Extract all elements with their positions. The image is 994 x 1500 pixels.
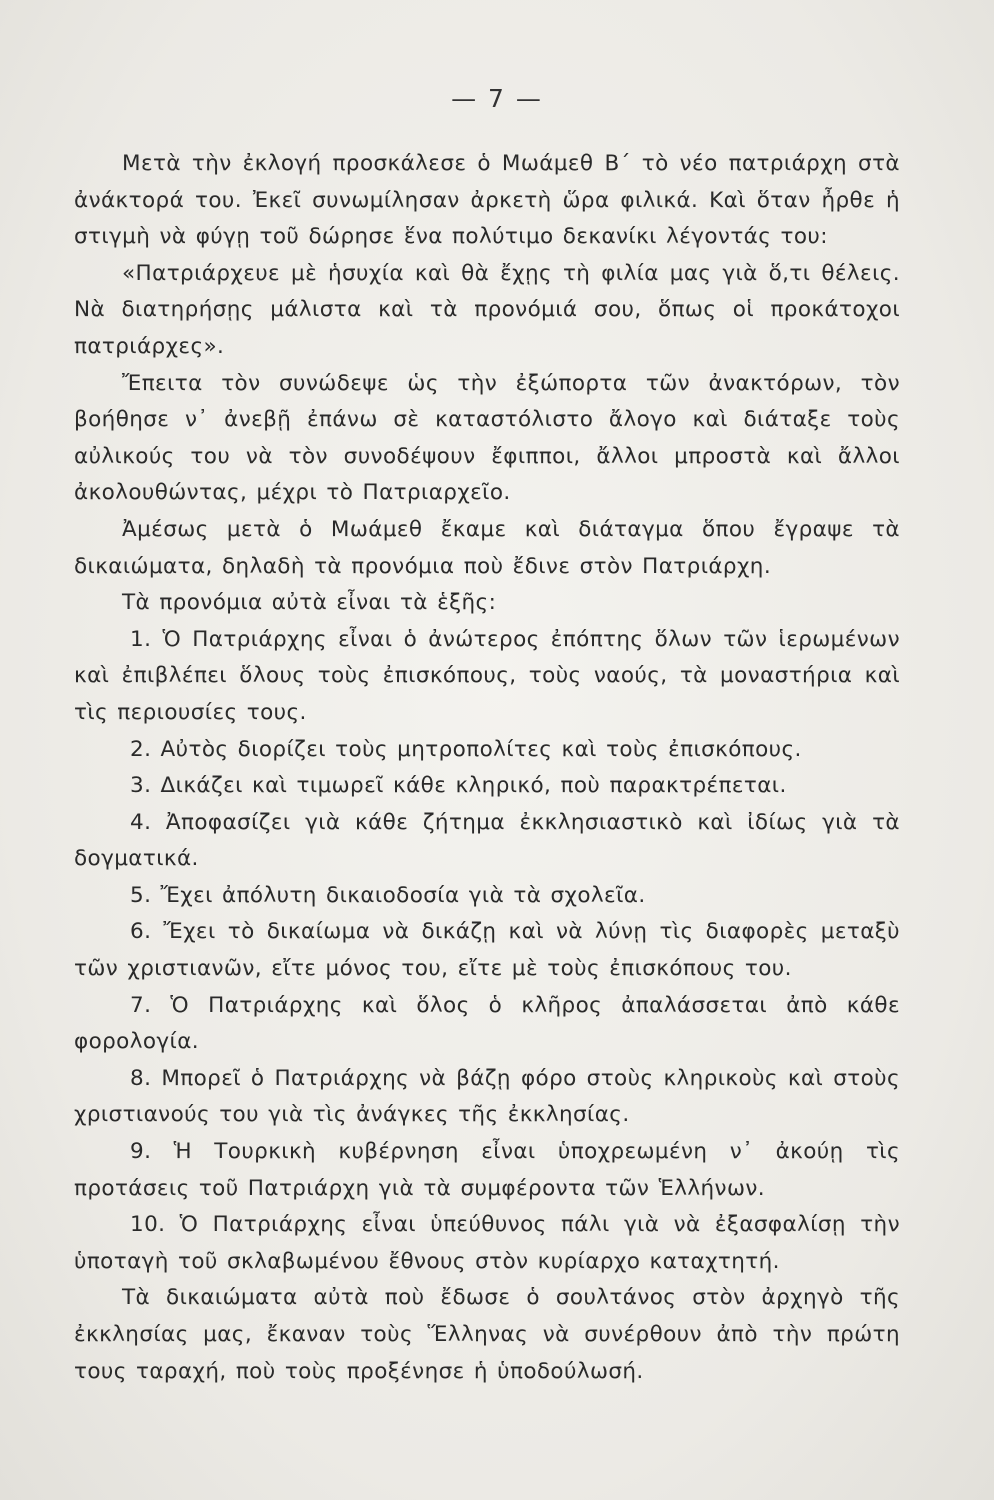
list-item: 1. Ὁ Πατριάρχης εἶναι ὁ ἀνώτερος ἐπόπτης ὅλων τῶν ἱερωμένων καὶ ἐπιβλέπει ὅλους τοὺς ἐπισκόπους, τοὺς ναούς, τὰ μοναστήρια καὶ τὶς περιουσίες τους. bbox=[74, 626, 900, 725]
list-item: 6. Ἔχει τὸ δικαίωμα νὰ δικάζῃ καὶ νὰ λύνῃ τὶς διαφορὲς μεταξὺ τῶν χριστιανῶν, εἴτε μόνος του, εἴτε μὲ τοὺς ἐπισκόπους του. bbox=[74, 919, 900, 982]
paragraph-audience: Μετὰ τὴν ἐκλογή προσκάλεσε ὁ Μωάμεθ Β΄ τὸ νέο πατριάρχη στὰ ἀνάκτορά του. Ἐκεῖ συνωμίλησαν ἀρκετὴ ὥρα φιλικά. Καὶ ὅταν ἦρθε ἡ στιγμὴ νὰ φύγῃ τοῦ δώρησε ἕνα πολύτιμο δεκανίκι λέγοντάς του: bbox=[74, 151, 900, 250]
page-body bbox=[74, 146, 900, 1390]
paragraph-privileges-intro: Τὰ προνόμια αὐτὰ εἶναι τὰ ἑξῆς: bbox=[122, 590, 497, 616]
paragraph-closing: Τὰ δικαιώματα αὐτὰ ποὺ ἔδωσε ὁ σουλτάνος στὸν ἀρχηγὸ τῆς ἐκκλησίας μας, ἔκαναν τοὺς Ἕλληνας νὰ συνέρθουν ἀπὸ τὴν πρώτη τους ταραχή, ποὺ τοὺς προξένησε ἡ ὑποδούλωσή. bbox=[74, 1285, 900, 1384]
list-item: 8. Μπορεῖ ὁ Πατριάρχης νὰ βάζῃ φόρο στοὺς κληρικοὺς καὶ στοὺς χριστιανούς του γιὰ τὶς ἀνάγκες τῆς ἐκκλησίας. bbox=[74, 1065, 900, 1128]
paragraph-decree: Ἀμέσως μετὰ ὁ Μωάμεθ ἔκαμε καὶ διάταγμα ὅπου ἔγραψε τὰ δικαιώματα, δηλαδὴ τὰ προνόμια ποὺ ἔδινε στὸν Πατριάρχη. bbox=[74, 516, 900, 579]
list-item: 4. Ἀποφασίζει γιὰ κάθε ζήτημα ἐκκλησιαστικὸ καὶ ἰδίως γιὰ τὰ δογματικά. bbox=[74, 809, 900, 872]
privileges-list bbox=[74, 622, 900, 1281]
list-item: 5. Ἔχει ἀπόλυτη δικαιοδοσία γιὰ τὰ σχολεῖα. bbox=[130, 882, 646, 908]
list-item: 9. Ἡ Τουρκικὴ κυβέρνηση εἶναι ὑποχρεωμένη ν᾽ ἀκούῃ τὶς προτάσεις τοῦ Πατριάρχη γιὰ τὰ συμφέροντα τῶν Ἑλλήνων. bbox=[74, 1139, 900, 1201]
paragraph-escort: Ἔπειτα τὸν συνώδεψε ὡς τὴν ἐξώπορτα τῶν ἀνακτόρων, τὸν βοήθησε ν᾽ ἀνεβῇ ἐπάνω σὲ καταστόλιστο ἄλογο καὶ διάταξε τοὺς αὐλικούς του νὰ τὸν συνοδέψουν ἔφιπποι, ἄλλοι μπροστὰ καὶ ἄλλοι ἀκολουθώντας, μέχρι τὸ Πατριαρχεῖο. bbox=[74, 370, 900, 506]
list-item: 7. Ὁ Πατριάρχης καὶ ὅλος ὁ κλῆρος ἀπαλάσσεται ἀπὸ κάθε φορολογία. bbox=[74, 992, 900, 1055]
list-item: 2. Αὐτὸς διορίζει τοὺς μητροπολίτες καὶ τοὺς ἐπισκόπους. bbox=[130, 736, 802, 762]
list-item: 3. Δικάζει καὶ τιμωρεῖ κάθε κληρικό, ποὺ παρακτρέπεται. bbox=[130, 773, 787, 799]
paragraph-quote: «Πατριάρχευε μὲ ἡσυχία καὶ θὰ ἔχῃς τὴ φιλία μας γιὰ ὅ,τι θέλεις. Νὰ διατηρήσῃς μάλιστα καὶ τὰ προνόμιά σου, ὅπως οἱ προκάτοχοι πατριάρχες». bbox=[74, 260, 900, 359]
page-number: — 7 — bbox=[451, 84, 543, 113]
list-item: 10. Ὁ Πατριάρχης εἶναι ὑπεύθυνος πάλι γιὰ νὰ ἐξασφαλίσῃ τὴν ὑποταγὴ τοῦ σκλαβωμένου ἔθνους στὸν κυρίαρχο καταχτητή. bbox=[74, 1212, 900, 1274]
